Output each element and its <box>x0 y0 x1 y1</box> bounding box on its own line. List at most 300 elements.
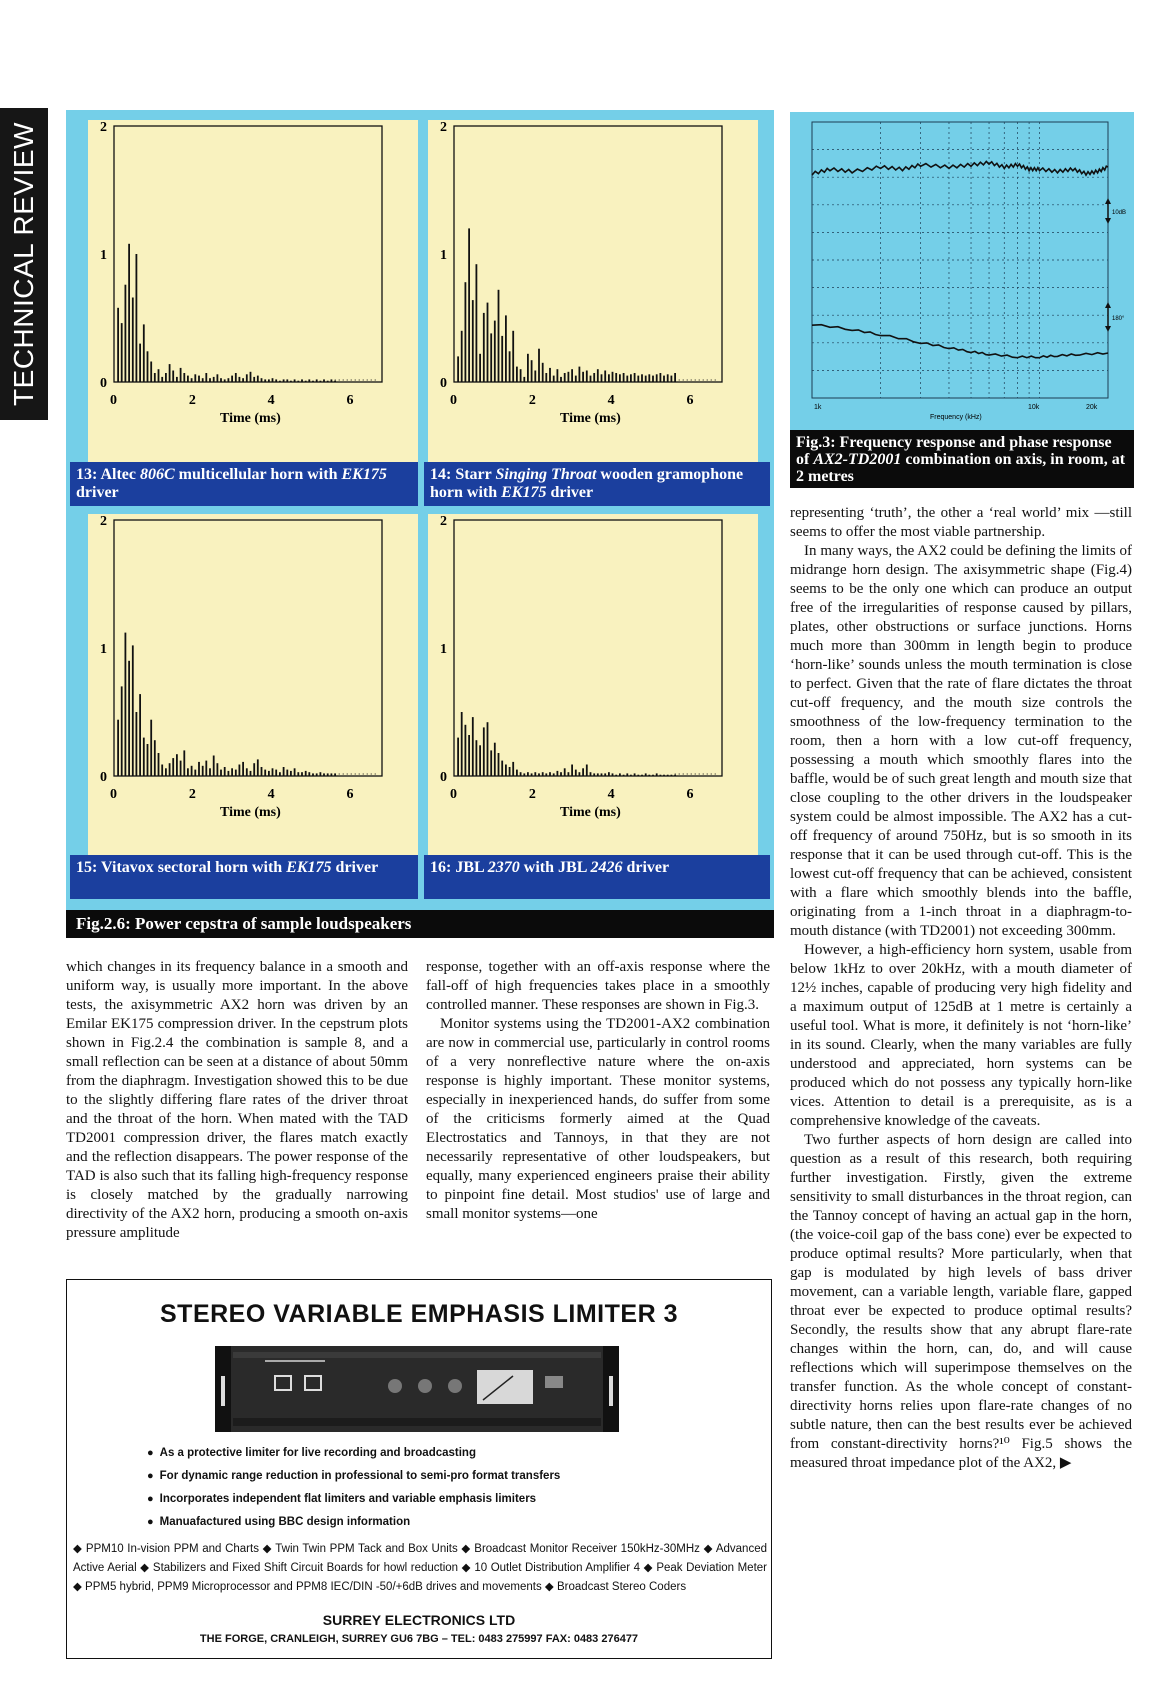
cepstrum-bar <box>305 771 307 776</box>
cepstrum-bar <box>601 374 603 382</box>
cepstrum-bar <box>648 775 650 776</box>
freq-caption-prefix: Fig.3: Frequency response and phase response of <box>796 434 1112 468</box>
cepstrum-bar <box>509 767 511 776</box>
tick-1k: 1k <box>814 404 822 411</box>
plot-frame <box>454 520 722 776</box>
cepstrum-bar <box>626 773 628 776</box>
x-tick-label: 6 <box>346 787 354 802</box>
cepstrum-chart-15 <box>88 514 418 854</box>
cepstrum-bar <box>630 775 632 776</box>
cepstrum-bar <box>667 374 669 382</box>
cepstrum-bar <box>316 773 318 776</box>
cepstrum-bar <box>487 722 489 776</box>
cepstrum-bar <box>490 333 492 382</box>
freq-grid <box>812 122 1108 398</box>
freq-response-chart <box>790 112 1134 430</box>
cepstrum-bar <box>479 354 481 382</box>
cepstrum-bar <box>257 376 259 382</box>
cepstrum-bar <box>320 381 322 382</box>
cepstrum-bar <box>564 768 566 776</box>
advert-bullet: ● As a protective limiter for live recording and broadcasting <box>147 1442 747 1465</box>
col2-paragraph-2: Monitor systems using the TD2001-AX2 combination are now in commercial use, particularly in control rooms of a very nonreflective nature where the on-axis response is highly important. These monitor systems, especially in inexperienced hands, do suffer from some of the criticisms formerly aimed at the Quad Electrostatics and Tannoys, in that they are not necessarily representative of other loudspeakers, but equally, many experienced engineers praise their ability to pinpoint fine detail. Most studios' use of large and small monitor systems—one <box>426 1016 770 1222</box>
cepstrum-bar <box>582 768 584 776</box>
cepstrum-bar <box>217 374 219 382</box>
cepstrum-bar <box>191 766 193 776</box>
cepstrum-bar <box>272 378 274 382</box>
cepstrum-bar <box>465 725 467 776</box>
cepstrum-bar <box>194 770 196 776</box>
caption-14-driver: EK175 <box>501 484 547 501</box>
cepstrum-bar <box>523 377 525 382</box>
cepstrum-bar <box>275 770 277 776</box>
cepstrum-bar <box>549 368 551 382</box>
cepstrum-bar <box>604 773 606 776</box>
cepstrum-bar <box>272 768 274 776</box>
cepstrum-bar <box>246 768 248 776</box>
x-axis-label: Time (ms) <box>560 411 621 426</box>
cepstrum-bar <box>553 773 555 776</box>
cepstrum-bar <box>268 379 270 382</box>
freq-response-trace <box>812 161 1108 175</box>
cepstrum-bar <box>250 372 252 382</box>
cepstrum-bar <box>490 750 492 776</box>
cepstrum-bar <box>634 373 636 382</box>
cepstrum-bar <box>641 374 643 382</box>
x-tick-label: 2 <box>528 393 536 408</box>
x-tick-label: 4 <box>267 393 275 408</box>
cepstrum-bar <box>494 321 496 382</box>
cepstrum-bar <box>476 264 478 382</box>
advert-address: THE FORGE, CRANLEIGH, SURREY GU6 7BG – TEL: 0483 275997 FAX: 0483 276477 <box>199 1633 639 1645</box>
cepstrum-bar <box>323 379 325 382</box>
article-column-2 <box>426 958 770 1224</box>
x-axis-label: Time (ms) <box>220 411 281 426</box>
cepstrum-bar <box>202 378 204 382</box>
cepstrum-bar <box>290 381 292 382</box>
cepstrum-bar <box>549 772 551 776</box>
caption-14-prefix: 14: Starr <box>430 466 496 483</box>
cepstrum-bar <box>663 775 665 776</box>
cepstrum-bar <box>641 775 643 776</box>
cepstrum-bar <box>579 772 581 776</box>
cepstrum-bar <box>582 372 584 382</box>
cepstrum-bar <box>158 369 160 382</box>
cepstrum-bar <box>593 373 595 382</box>
cepstrum-bar <box>253 377 255 382</box>
cepstrum-bar <box>297 772 299 776</box>
cepstrum-bar <box>161 377 163 382</box>
cepstrum-bar <box>505 765 507 777</box>
cepstrum-bar <box>194 374 196 382</box>
db-scale-label: 10dB <box>1112 210 1127 216</box>
y-tick-label: 1 <box>100 642 107 657</box>
y-tick-label: 0 <box>100 770 107 785</box>
cepstrum-bar <box>264 770 266 776</box>
cepstrum-bar <box>235 373 237 382</box>
cepstrum-bar <box>239 765 241 777</box>
cepstrum-bar <box>520 772 522 776</box>
advert-title: STEREO VARIABLE EMPHASIS LIMITER 3 <box>160 1300 678 1328</box>
cepstrum-bar <box>523 773 525 776</box>
advert-company: SURREY ELECTRONICS LTD <box>322 1612 516 1628</box>
cepstrum-bar <box>209 378 211 382</box>
cepstrum-bar <box>560 772 562 776</box>
cepstrum-chart-13 <box>88 120 418 460</box>
cepstrum-bar <box>334 381 336 382</box>
cepstrum-bar <box>579 367 581 382</box>
y-tick-label: 0 <box>440 376 447 391</box>
cepstrum-bar <box>671 775 673 776</box>
cepstrum-bar <box>667 775 669 776</box>
cepstrum-bar <box>626 376 628 382</box>
cepstrum-bar <box>601 773 603 776</box>
cepstrum-bar <box>553 376 555 382</box>
cepstrum-bar <box>494 743 496 776</box>
y-tick-label: 2 <box>100 514 107 529</box>
cepstrum-bar <box>652 775 654 776</box>
col3-paragraph-1: representing ‘truth’, the other a ‘real world’ mix —still seems to offer the most viable partnership. <box>790 505 1132 540</box>
cepstrum-bar <box>472 300 474 382</box>
cepstrum-bar <box>308 772 310 776</box>
cepstrum-bar <box>331 773 333 776</box>
y-tick-label: 2 <box>440 120 447 135</box>
cepstrum-bar <box>172 371 174 383</box>
advert-product-list: ◆ PPM10 In-vision PPM and Charts ◆ Twin Twin PPM Tack and Box Units ◆ Broadcast Monitor Receiver 150kHz-30MHz ◆ Advanced Active Aerial ◆ Stabilizers and Fixed Shift Circuit Boards for howl reduction ◆ 10 Outlet Distribution Amplifier 4 ◆ Peak Deviation Meter ◆ PPM5 hybrid, PPM9 Microprocessor and PPM8 IEC/DIN -50/+6dB drives and movements ◆ Broadcast Stereo Coders <box>73 1543 767 1593</box>
cepstrum-bar <box>461 331 463 382</box>
cepstrum-bar <box>132 645 134 776</box>
cepstrum-bar <box>612 773 614 776</box>
cepstrum-bar <box>671 376 673 382</box>
cepstrum-bar <box>483 313 485 382</box>
cepstrum-bar <box>150 720 152 776</box>
cepstrum-bar <box>538 349 540 382</box>
advert-bullet: ● For dynamic range reduction in professional to semi-pro format transfers <box>147 1465 747 1488</box>
x-tick-label: 2 <box>528 787 536 802</box>
cepstrum-bar <box>615 775 617 776</box>
cepstrum-bar <box>242 378 244 382</box>
cepstrum-bar <box>239 377 241 382</box>
cepstrum-bar <box>520 369 522 382</box>
cepstrum-bar <box>660 373 662 382</box>
cepstrum-bar <box>479 745 481 776</box>
cepstrum-bar <box>117 720 119 776</box>
y-tick-label: 2 <box>100 120 107 135</box>
cepstrum-bar <box>150 362 152 383</box>
cepstrum-bar <box>656 773 658 776</box>
cepstrum-bar <box>593 773 595 776</box>
cepstrum-bar <box>487 303 489 382</box>
cepstrum-bar <box>512 762 514 776</box>
cepstrum-bar <box>143 738 145 776</box>
cepstrum-bar <box>612 372 614 382</box>
cepstrum-bar <box>165 768 167 776</box>
cepstrum-bar <box>512 331 514 382</box>
x-tick-label: 6 <box>686 393 694 408</box>
y-tick-label: 1 <box>440 642 447 657</box>
tick-20k: 20k <box>1086 404 1098 411</box>
x-tick-label: 0 <box>110 787 117 802</box>
caption-16-mid: with JBL <box>519 859 591 876</box>
cepstrum-bar <box>250 771 252 776</box>
cepstrum-caption-13 <box>70 462 418 506</box>
cepstrum-bar <box>652 376 654 382</box>
cepstrum-bar <box>290 771 292 776</box>
cepstrum-bar <box>568 372 570 382</box>
cepstrum-bar <box>590 376 592 382</box>
tick-10k: 10k <box>1028 404 1040 411</box>
cepstrum-bar <box>128 661 130 776</box>
col3-paragraph-3: However, a high-efficiency horn system, usable from below 1kHz to over 20kHz, with a mouth diameter of 12½ inches, capable of producing very high fidelity and a maximum output of 125dB at 1 metre is certainly a useful tool. What is more, it definitely is not ‘horn-like’ in its sound. Clearly, when the many variables are fully understood and appreciated, horn systems can be produced which do not possess any typically horn-like vices. Attention to detail is a prerequisite, as is a comprehensive knowledge of the caveats. <box>790 942 1132 1129</box>
cepstrum-bar <box>283 379 285 382</box>
caption-15-model: EK175 <box>286 859 332 876</box>
cepstrum-bar <box>545 773 547 776</box>
cepstrum-bar <box>264 379 266 382</box>
y-tick-label: 0 <box>440 770 447 785</box>
cepstrum-bar <box>557 369 559 382</box>
cepstrum-bar <box>294 768 296 776</box>
cepstrum-bar <box>505 315 507 382</box>
cepstrum-bar <box>136 712 138 776</box>
cepstrum-bar <box>172 758 174 776</box>
cepstrum-bar <box>205 373 207 382</box>
section-tab-label: TECHNICAL REVIEW <box>8 122 39 406</box>
caption-16-driver: 2426 <box>590 859 623 876</box>
cepstrum-bar <box>608 772 610 776</box>
cepstrum-bar <box>187 768 189 776</box>
cepstrum-bar <box>143 324 145 382</box>
cepstrum-bar <box>531 360 533 382</box>
cepstrum-bar <box>586 371 588 383</box>
cepstrum-bar <box>176 754 178 776</box>
advert-bullet: ● Incorporates independent flat limiters and variable emphasis limiters <box>147 1488 747 1511</box>
x-tick-label: 2 <box>188 787 196 802</box>
caption-15-suffix: driver <box>331 859 379 876</box>
db-scale-marker <box>1105 198 1126 224</box>
cepstrum-bar <box>117 308 119 382</box>
cepstrum-bar <box>327 381 329 382</box>
cepstrum-bar <box>224 767 226 776</box>
cepstrum-caption-16 <box>424 855 770 899</box>
cepstrum-bar <box>231 768 233 776</box>
cepstrum-bar <box>542 363 544 382</box>
cepstrum-bar <box>568 772 570 776</box>
cepstrum-bar <box>220 770 222 776</box>
cepstrum-bar <box>169 364 171 382</box>
advert-bullets <box>147 1442 747 1534</box>
cepstrum-bar <box>545 373 547 382</box>
cepstrum-bar <box>560 377 562 382</box>
cepstrum-bar <box>498 290 500 382</box>
cepstrum-bar <box>312 381 314 382</box>
cepstrum-bar <box>461 712 463 776</box>
cepstrum-chart-16 <box>428 514 758 854</box>
cepstrum-bar <box>597 369 599 382</box>
caption-14-model: Singing Throat <box>495 466 597 483</box>
cepstrum-bar <box>261 767 263 776</box>
article-column-1 <box>66 958 408 1243</box>
freq-figure-caption <box>790 430 1134 488</box>
cepstrum-bar <box>183 750 185 776</box>
cepstrum-bar <box>169 763 171 776</box>
cepstrum-bar <box>527 354 529 382</box>
cepstrum-bar <box>674 373 676 382</box>
cepstrum-bar <box>604 371 606 383</box>
cepstrum-bar <box>534 371 536 383</box>
cepstrum-bar <box>154 740 156 776</box>
cepstrum-bar <box>516 770 518 776</box>
cepstrum-bar <box>619 773 621 776</box>
cepstrum-bar <box>235 770 237 776</box>
cepstrum-bar <box>139 694 141 776</box>
cepstrum-bar <box>121 323 123 382</box>
y-tick-label: 1 <box>100 248 107 263</box>
cepstrum-bar <box>217 763 219 776</box>
cepstrum-bar <box>645 773 647 776</box>
col3-paragraph-2: In many ways, the AX2 could be defining the limits of midrange horn design. The axisymmetric shape (Fig.4) seems to be the only one which can produce an output free of the irregularities of response caused by pillars, plates, other obstructions or surface junctions. Horns much more than 300mm in length begin to produce ‘horn-like’ sounds unless the mouth termination is close to perfect. Given that the rate of flare dictates the throat cut-off frequency, and the mouth size controls the smoothness of the low-frequency termination to the room, then a horn with a low cut-off frequency, possessing a mouth which smoothly flares into the baffle, would be of such great length and mouth size that close coupling to the other drivers in the loudspeaker system could be almost impossible. The AX2 has a cut-off frequency of around 750Hz, but is so smooth in its response that it can be used through cut-off. This is the lowest cut-off frequency that can be achieved, consistent with a flare which smoothly blends into the baffle, originating from a 1-inch throat in a diaphragm-to-mouth distance (with TD2001) not exceeding 300mm. <box>790 543 1132 939</box>
cepstrum-bar <box>674 775 676 776</box>
cepstrum-bar <box>198 376 200 382</box>
cepstrum-bar <box>154 373 156 382</box>
degree-scale-marker <box>1105 302 1125 332</box>
x-tick-label: 0 <box>450 787 457 802</box>
degree-scale-label: 180° <box>1112 316 1125 322</box>
y-tick-label: 0 <box>100 376 107 391</box>
cepstrum-bar <box>527 772 529 776</box>
cepstrum-bar <box>205 761 207 776</box>
x-tick-label: 4 <box>607 787 615 802</box>
cepstrum-bar <box>213 377 215 382</box>
cepstrum-bar <box>180 368 182 382</box>
cepstrum-bar <box>308 379 310 382</box>
x-tick-label: 6 <box>346 393 354 408</box>
cepstrum-bar <box>316 379 318 382</box>
cepstrum-bar <box>663 376 665 382</box>
cepstrum-bar <box>656 374 658 382</box>
cepstrum-bar <box>246 374 248 382</box>
cepstrum-bar <box>509 351 511 382</box>
caption-15-prefix: 15: Vitavox sectoral horn with <box>76 859 287 876</box>
y-tick-label: 2 <box>440 514 447 529</box>
cepstrum-bar <box>136 254 138 382</box>
cepstrum-bar <box>176 377 178 382</box>
cepstrum-bar <box>586 765 588 777</box>
cepstrum-bar <box>279 381 281 382</box>
cepstrum-bar <box>297 381 299 382</box>
col3-paragraph-4: Two further aspects of horn design are called into question as a result of this research, both requiring further investigation. Firstly, given the extreme sensitivity to small disturbances in the throat region, can the Tannoy concept of having an actual gap in the horn, (the voice-coil gap of the bass cone) ever be expected to produce optimal results? More particularly, when that gap is modulated by high levels of bass driver movement, can a variable length, variable flare, gapped throat ever be expected to produce optimal results? Secondly, the results show that any abrupt flare-rate changes within the horn, can, do, and will cause reflections which will superimpose themselves on the transfer function. As the whole concept of constant-directivity horns relies upon flare-rate changes of no subtle nature, then can the best results ever be achieved from constant-directivity horns?¹⁰ Fig.5 shows the measured throat impedance plot of the AX2, ▶ <box>790 1132 1132 1471</box>
article-column-3 <box>790 504 1132 1473</box>
cepstrum-bar <box>327 773 329 776</box>
cepstrum-bar <box>619 374 621 382</box>
cepstrum-bar <box>301 772 303 776</box>
caption-14-mid: wooden gramophone horn with <box>430 466 744 501</box>
cepstrum-bar <box>253 763 255 776</box>
cepstrum-bar <box>465 282 467 382</box>
cepstrum-bar <box>538 773 540 776</box>
cepstrum-bar <box>575 770 577 776</box>
x-tick-label: 4 <box>607 393 615 408</box>
cepstrum-bar <box>283 767 285 776</box>
cepstrum-bar <box>615 373 617 382</box>
advert-box <box>66 1279 772 1659</box>
col2-paragraph-1: response, together with an off-axis response where the fall-off of high frequencies takes place in a smoothly controlled manner. These responses are shown in Fig.3. <box>426 959 770 1013</box>
cepstrum-bar <box>608 374 610 382</box>
cepstrum-bar <box>279 772 281 776</box>
x-tick-label: 0 <box>110 393 117 408</box>
cepstrum-bar <box>468 228 470 382</box>
cepstrum-bar <box>147 351 149 382</box>
limiter-product-photo <box>215 1346 619 1432</box>
cepstrum-bar <box>305 381 307 382</box>
cepstrum-chart-14 <box>428 120 758 460</box>
cepstrum-bar <box>209 768 211 776</box>
cepstrum-bar <box>275 379 277 382</box>
cepstrum-bar <box>121 686 123 776</box>
cepstrum-bar <box>590 772 592 776</box>
cepstrum-bar <box>220 378 222 382</box>
cepstrum-bar <box>165 373 167 382</box>
cepstrum-bar <box>183 373 185 382</box>
cepstrum-bar <box>571 369 573 382</box>
cepstrum-bar <box>564 373 566 382</box>
cepstrum-bar <box>542 772 544 776</box>
cepstrum-bar <box>501 761 503 776</box>
cepstrum-bar <box>128 244 130 382</box>
cepstrum-bar <box>331 379 333 382</box>
cepstrum-bar <box>575 376 577 382</box>
cepstrum-bar <box>198 762 200 776</box>
phase-response-trace <box>812 325 1108 358</box>
cepstrum-caption-14 <box>424 462 770 506</box>
cepstrum-bar <box>187 376 189 382</box>
cepstrum-bar <box>597 773 599 776</box>
cepstrum-bar <box>125 285 127 382</box>
cepstrum-bar <box>457 356 459 382</box>
cepstrum-bar <box>483 727 485 776</box>
cepstrum-bar <box>228 771 230 776</box>
plot-frame <box>114 520 382 776</box>
cepstrum-bar <box>228 378 230 382</box>
x-tick-label: 6 <box>686 787 694 802</box>
cepstrum-bar <box>294 379 296 382</box>
cepstrum-bar <box>660 775 662 776</box>
cepstrum-bar <box>472 717 474 776</box>
cepstrum-bar <box>637 775 639 776</box>
cepstrum-bar <box>242 762 244 776</box>
cepstrum-bar <box>286 770 288 776</box>
cepstrum-bar <box>301 379 303 382</box>
cepstrum-bar <box>257 759 259 776</box>
cepstrum-bar <box>498 753 500 776</box>
cepstrum-bar <box>648 374 650 382</box>
caption-14-suffix: driver <box>546 484 594 501</box>
freq-axis-label: Frequency (kHz) <box>930 414 982 421</box>
cepstrum-bar <box>286 379 288 382</box>
cepstrum-bar <box>323 773 325 776</box>
plot-frame <box>114 126 382 382</box>
cepstrum-bar <box>623 373 625 382</box>
caption-13-mid: multicellular horn with <box>174 466 342 483</box>
caption-13-driver: EK175 <box>341 466 387 483</box>
cepstrum-bar <box>158 753 160 776</box>
cepstrum-bar <box>468 735 470 776</box>
cepstrum-bar <box>476 740 478 776</box>
cepstrum-bar <box>202 766 204 776</box>
cepstrum-bar <box>571 765 573 777</box>
y-tick-label: 1 <box>440 248 447 263</box>
cepstrum-caption-15 <box>70 855 418 899</box>
x-tick-label: 0 <box>450 393 457 408</box>
cepstrum-bar <box>623 775 625 776</box>
